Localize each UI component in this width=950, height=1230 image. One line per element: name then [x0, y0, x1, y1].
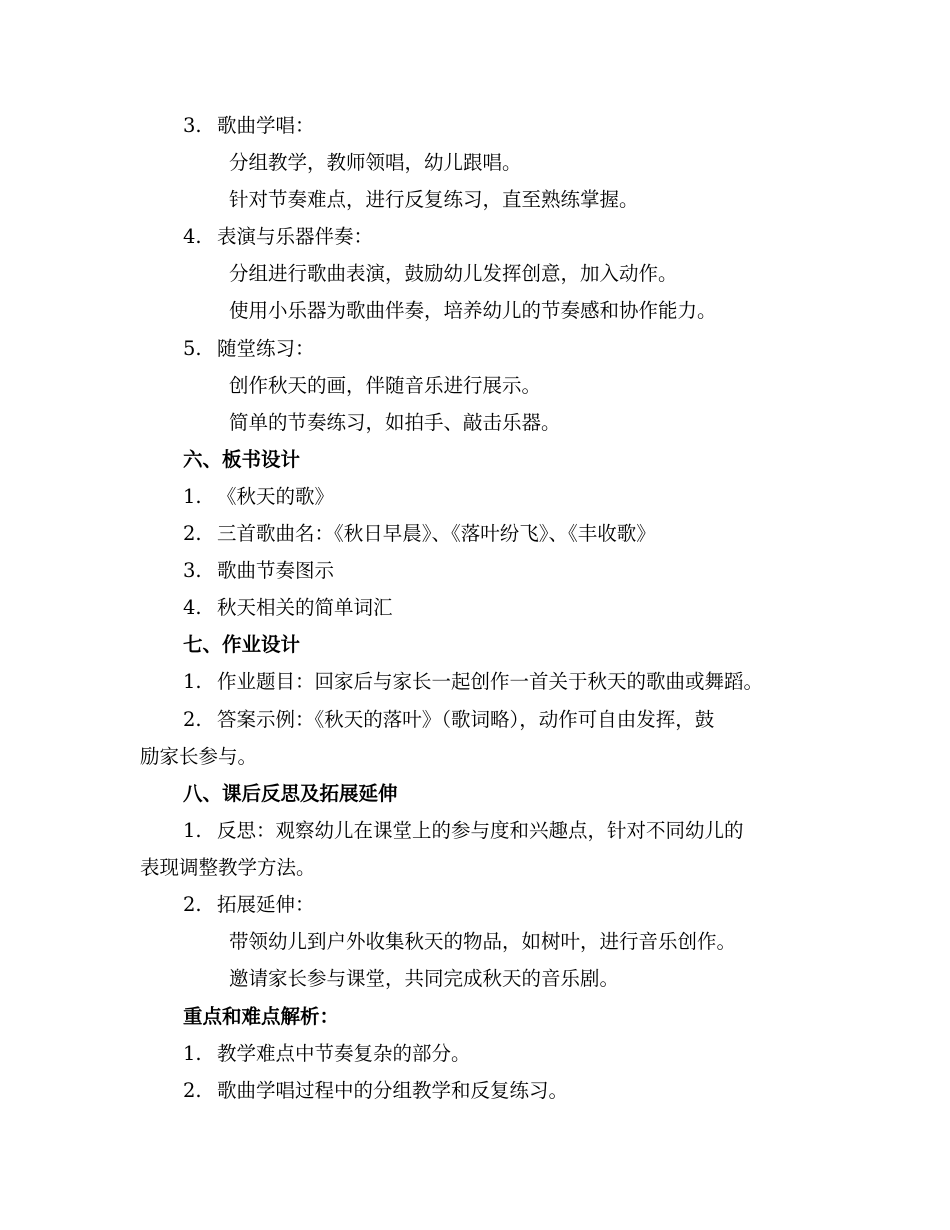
list-item-text: 教学难点中节奏复杂的部分。 — [217, 1042, 471, 1065]
list-item — [183, 557, 334, 585]
list-number: 2. — [183, 893, 202, 916]
list-number: 2. — [183, 522, 202, 545]
list-number: 5. — [183, 337, 202, 360]
paragraph-line: 带领幼儿到户外收集秋天的物品，如树叶，进行音乐创作。 — [229, 930, 737, 953]
list-item-text: 作业题目：回家后与家长一起创作一首关于秋天的歌曲或舞蹈。 — [217, 670, 764, 693]
list-item-title: 表演与乐器伴奏： — [217, 225, 374, 248]
list-number: 1. — [183, 670, 202, 693]
list-number: 1. — [183, 819, 202, 842]
paragraph-line: 简单的节奏练习，如拍手、敲击乐器。 — [229, 411, 561, 434]
paragraph-line: 针对节奏难点，进行反复练习，直至熟练掌握。 — [229, 188, 639, 211]
list-item-text: 歌曲学唱过程中的分组教学和反复练习。 — [217, 1079, 569, 1102]
list-item — [183, 706, 714, 734]
section-heading-homework: 七、作业设计 — [183, 633, 301, 656]
list-item — [183, 1077, 568, 1105]
list-item-song-learning — [183, 112, 315, 140]
list-item — [183, 817, 744, 845]
list-number: 1. — [183, 1042, 202, 1065]
section-heading-board-design: 六、板书设计 — [183, 448, 301, 471]
list-item — [183, 891, 315, 919]
list-number: 2. — [183, 1079, 202, 1102]
list-number: 3. — [183, 114, 202, 137]
list-item-performance — [183, 223, 373, 251]
section-heading-key-points: 重点和难点解析： — [183, 1005, 340, 1028]
list-item-text: 秋天相关的简单词汇 — [217, 596, 393, 619]
list-item-text: 《秋天的歌》 — [217, 485, 335, 508]
paragraph-line: 邀请家长参与课堂，共同完成秋天的音乐剧。 — [229, 967, 620, 990]
section-heading-reflection: 八、课后反思及拓展延伸 — [183, 782, 398, 805]
list-item-title: 歌曲学唱： — [217, 114, 315, 137]
list-item-practice — [183, 335, 315, 363]
paragraph-continuation: 励家长参与。 — [140, 745, 258, 768]
paragraph-line: 使用小乐器为歌曲伴奏，培养幼儿的节奏感和协作能力。 — [229, 299, 717, 322]
list-item — [183, 1040, 471, 1068]
paragraph-continuation: 表现调整教学方法。 — [140, 856, 316, 879]
paragraph-line: 分组教学，教师领唱，幼儿跟唱。 — [229, 151, 522, 174]
list-item — [183, 668, 763, 696]
list-number: 3. — [183, 559, 202, 582]
list-number: 4. — [183, 225, 202, 248]
list-item — [183, 520, 656, 548]
list-item — [183, 594, 393, 622]
list-number: 1. — [183, 485, 202, 508]
list-item — [183, 483, 334, 511]
list-number: 2. — [183, 708, 202, 731]
list-item-text: 拓展延伸： — [217, 893, 315, 916]
list-item-text: 歌曲节奏图示 — [217, 559, 335, 582]
list-item-text: 三首歌曲名：《秋日早晨》、《落叶纷飞》、《丰收歌》 — [217, 522, 656, 545]
list-number: 4. — [183, 596, 202, 619]
paragraph-line: 分组进行歌曲表演，鼓励幼儿发挥创意，加入动作。 — [229, 262, 678, 285]
paragraph-line: 创作秋天的画，伴随音乐进行展示。 — [229, 374, 542, 397]
list-item-text: 答案示例：《秋天的落叶》（歌词略），动作可自由发挥，鼓 — [217, 708, 715, 731]
list-item-title: 随堂练习： — [217, 337, 315, 360]
list-item-text: 反思：观察幼儿在课堂上的参与度和兴趣点，针对不同幼儿的 — [217, 819, 744, 842]
